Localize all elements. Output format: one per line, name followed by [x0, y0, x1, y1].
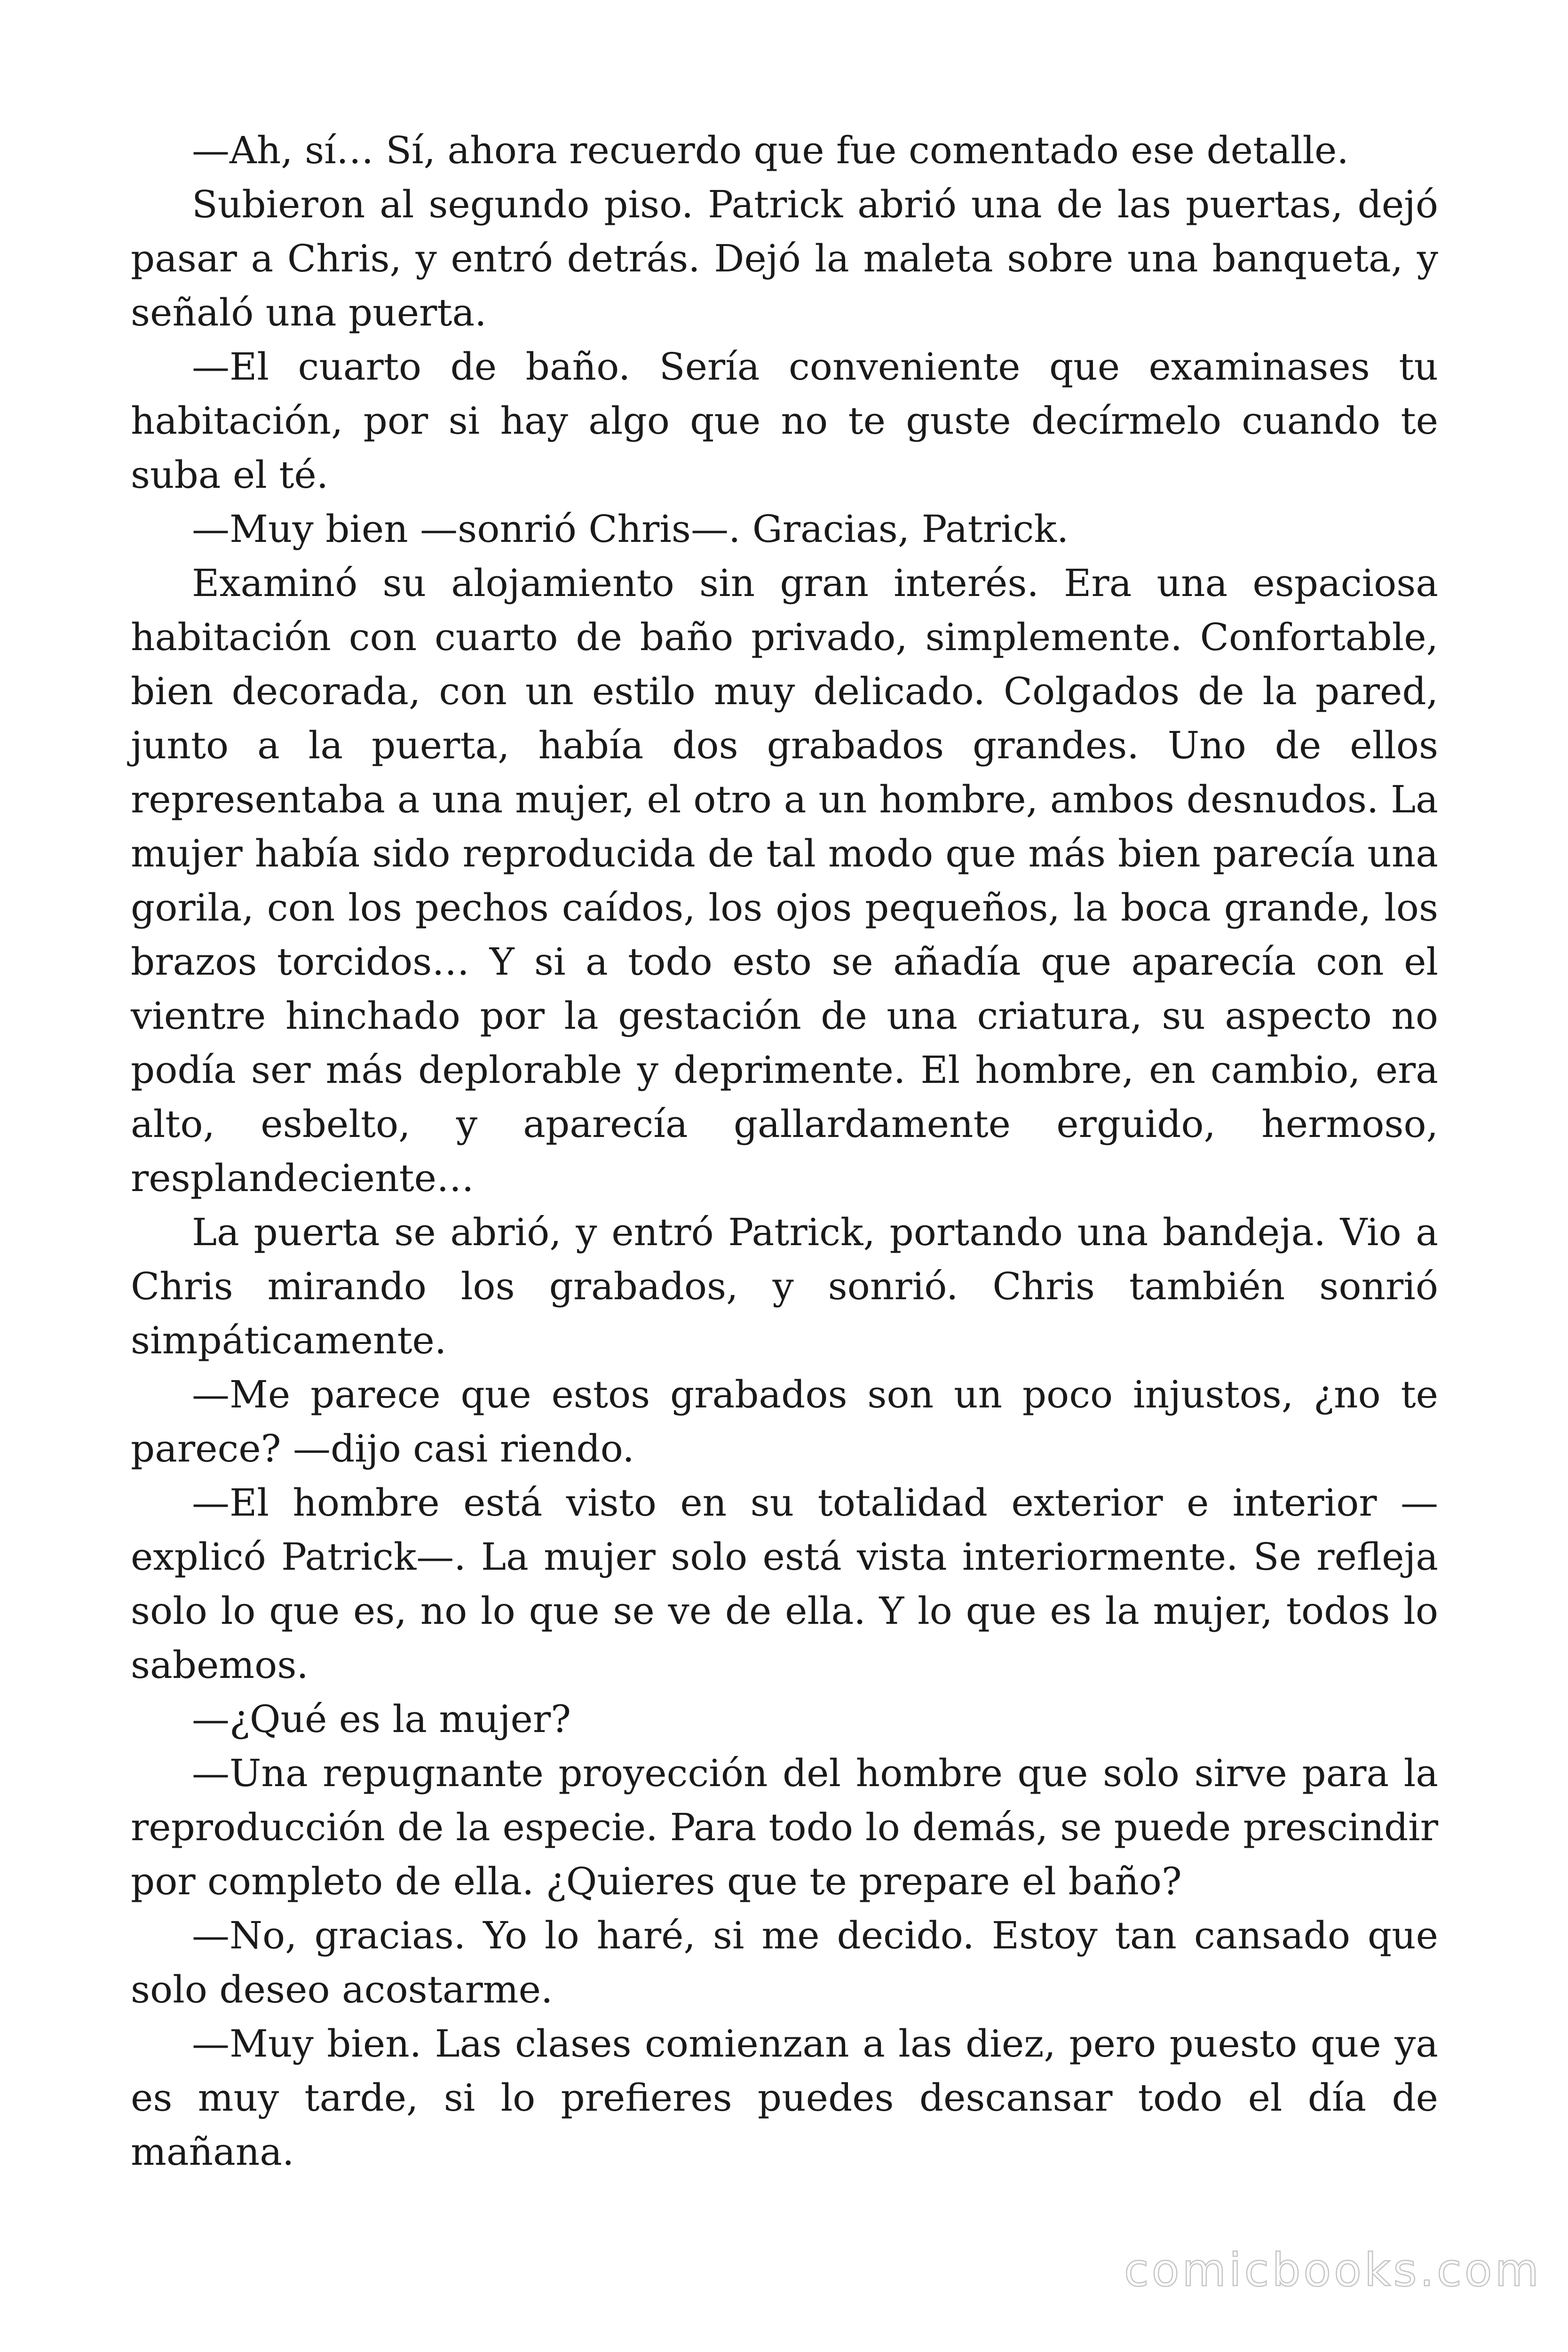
paragraph-7: —Me parece que estos grabados son un poco injustos, ¿no te parece? —dijo casi riendo.	[131, 1373, 1438, 1470]
paragraph-6: La puerta se abrió, y entró Patrick, portando una bandeja. Vio a Chris mirando los grabados, y sonrió. Chris también sonrió simpáticamente.	[131, 1210, 1438, 1362]
paragraph-11: —No, gracias. Yo lo haré, si me decido. Estoy tan cansado que solo deseo acostarme.	[131, 1914, 1438, 2011]
watermark-text: comicbooks.com	[1124, 2244, 1542, 2296]
paragraph-3: —El cuarto de baño. Sería conveniente que examinases tu habitación, por si hay algo que no te guste decírmelo cuando te suba el té.	[131, 345, 1438, 497]
body-text	[131, 123, 1438, 2179]
paragraph-2: Subieron al segundo piso. Patrick abrió una de las puertas, dejó pasar a Chris, y entró detrás. Dejó la maleta sobre una banqueta, y señaló una puerta.	[131, 183, 1438, 334]
paragraph-1: —Ah, sí… Sí, ahora recuerdo que fue comentado ese detalle.	[192, 128, 1349, 172]
paragraph-8: —El hombre está visto en su totalidad exterior e interior —explicó Patrick—. La mujer solo está vista interiormente. Se refleja solo lo que es, no lo que se ve de ella. Y lo que es la mujer, todos lo sabemos.	[131, 1481, 1438, 1687]
paragraph-5: Examinó su alojamiento sin gran interés. Era una espaciosa habitación con cuarto de baño privado, simplemente. Confortable, bien decorada, con un estilo muy delicado. Colgados de la pared, junto a la puerta, había dos grabados grandes. Uno de ellos representaba a una mujer, el otro a un hombre, ambos desnudos. La mujer había sido reproducida de tal modo que más bien parecía una gorila, con los pechos caídos, los ojos pequeños, la boca grande, los brazos torcidos… Y si a todo esto se añadía que aparecía con el vientre hinchado por la gestación de una criatura, su aspecto no podía ser más deplorable y deprimente. El hombre, en cambio, era alto, esbelto, y aparecía gallardamente erguido, hermoso, resplandeciente…	[131, 561, 1438, 1200]
paragraph-10: —Una repugnante proyección del hombre que solo sirve para la reproducción de la especie. Para todo lo demás, se puede prescindir por completo de ella. ¿Quieres que te prepare el baño?	[131, 1751, 1438, 1903]
paragraph-9: —¿Qué es la mujer?	[192, 1697, 571, 1741]
paragraph-4: —Muy bien —sonrió Chris—. Gracias, Patrick.	[192, 507, 1069, 551]
paragraph-12: —Muy bien. Las clases comienzan a las diez, pero puesto que ya es muy tarde, si lo prefieres puedes descansar todo el día de mañana.	[131, 2022, 1438, 2174]
